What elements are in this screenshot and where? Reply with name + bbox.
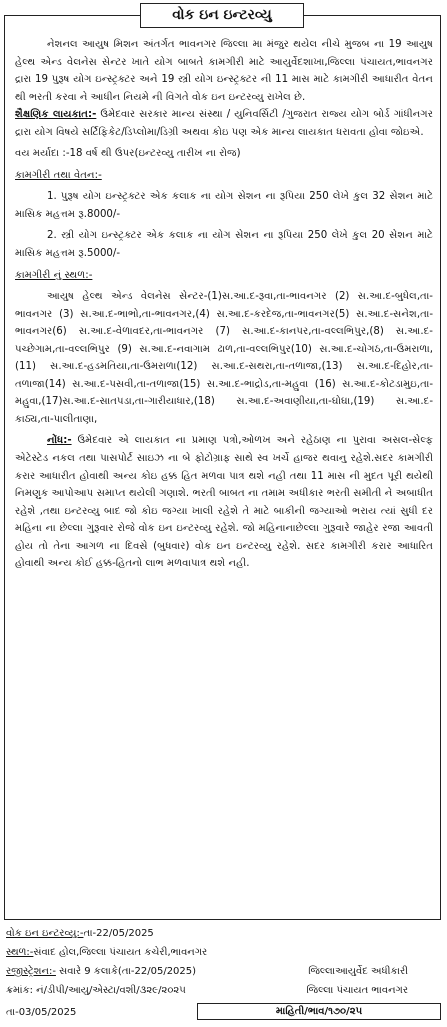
- reference-value: નં/ડીપી/આયુ/એસ્ટા/વશી/૩૨૯/૨૦૨૫: [33, 985, 186, 996]
- work-item: [15, 227, 433, 262]
- info-code-box: માહિતી/ભાવ/૧૭૦/૨૫: [197, 1003, 441, 1020]
- work-place-heading: કામગીરી નું સ્થળ:-: [15, 269, 93, 281]
- venue-label: સ્થળ:-: [6, 947, 34, 958]
- interview-date-value: તા-22/05/2025: [83, 928, 154, 939]
- interview-date-row: [6, 924, 438, 943]
- registration-row: [6, 962, 438, 981]
- notice-body: [15, 36, 433, 573]
- qualification-text: ઉમેદવાર સરકાર માન્ય સંસ્થા / યુનિવર્સિટી /ગુજરાત રાજ્ય યોગ બોર્ડ ગાંધીનગર દ્રારા યોગ વિષયે સર્ટિફિકેટ/ડિપ્લોમા/ડિગ્રી અથવા કોઇ પણ એક માન્ય લાયકાત ધરાવતા હોવા જોઇએ.: [15, 109, 433, 138]
- venue-value: સંવાદ હોલ,જિલ્લા પંચાયત કચેરી,ભાવનગર: [33, 947, 208, 958]
- note-text: ઉમેદવાર એ લાયકાત ના પ્રમાણ પત્રો,ઓળખ અને રહેઠાણ ના પુરાવા અસલ-સેલ્ફ એટેસ્ટેડ નકલ તથા પાસપોર્ટ સાઇઝ ના બે ફોટોગ્રાફ સાથે સ્વ ખર્ચે હાજર થવાનુ રહેશે.સદર કામગીરી કરાર આધારીત હોવાથી અન્ય કોઇ હક્ક હિત મળવા પાત્ર થશે નહી તથા 11 માસ ની મુદત પૂરી થયેથી નિમણુક આપોઆપ સમાપ્ત થયેલી ગણાશે. ભરતી બાબત ના તમામ અધીકાર ભરતી સમીતી ને અબાધીત રહેશે ,તથા ઇન્ટરવ્યુ બાદ જો કોઇ જગ્યા ખાલી રહેશે તે માટે બાકીની જગ્યાઓ ભરાય ત્યાં સુધી દર મહિના ના છેલ્લા ગુરૂવાર રોજે વોક ઇન ઇન્ટરવ્યુ રહેશે. જો મહિનાનાછેલ્લા ગુરૂવારે જાહેર રજા આવતી હોય તો તેના આગળ ના દિવસે (બુધવાર) વોક ઇન ઇન્ટરવ્યુ રહેશે. સદર કામગીરી કરાર આધારિત હોવાથી અન્ય કોઈ હક્ક-હિતનો લાભ મળવાપાત્ર થશે નહી.: [15, 435, 433, 570]
- notice-footer: [6, 924, 438, 1000]
- interview-date-label: વોક ઇન ઇન્ટરવ્યુ:-: [6, 928, 84, 939]
- reference-row: [6, 981, 438, 1000]
- document-date: તા-03/05/2025: [6, 1007, 77, 1018]
- registration-label: રજીસ્ટ્રેશન:-: [6, 966, 56, 977]
- age-limit: વય મર્યાદા :-18 વર્ષ થી ઉપર(ઇન્ટરવ્યુ તારીખ ના રોજ): [15, 148, 241, 160]
- reference-label: ક્રમાંક:: [6, 985, 33, 996]
- note-heading: નોંધ:-: [47, 435, 72, 447]
- intro-paragraph: નેશનલ આયુષ મિશન અંતર્ગત ભાવનગર જિલ્લા મા મંજુર થયેલ નીચે મુજબ ના 19 આયુષ હેલ્થ એન્ડ વેલનેસ સેન્ટર ખાતે યોગ બાબતે કામગીરી માટે આયુર્વેદશાખા,જિલ્લા પંચાયત,ભાવનગર દ્રારા 19 પુરૂષ યોગ ઇન્સ્ટ્રક્ટર અને 19 સ્ત્રી યોગ ઇન્સ્ટ્રક્ટર ની 11 માસ માટે કામગીરી આધારીત વેતન થી ભરતી કરવા ને આધીન નિયમે ની વિગતે વોક ઇન ઇન્ટરવ્યુ રાખેલ છે.: [15, 39, 433, 103]
- notice-title: વોક ઇન ઇન્ટરવ્યુ: [140, 3, 304, 28]
- work-place-list: આયુષ હેલ્થ એન્ડ વેલનેસ સેન્ટર-(1)સ.આ.દ-રૂવા,તા-ભાવનગર (2) સ.આ.દ-બુધેલ,તા-ભાવનગર (3) સ.આ.દ-ભાભો,તા-ભાવનગર,(4) સ.આ.દ-કરદેજ,તા-ભાવનગર(5) સ.આ.દ-સનેશ,તા-ભાવનગર(6) સ.આ.દ-વેળાવદર,તા-ભાવનગર (7) સ.આ.દ-કાનપર,તા-વલ્લભિપુર,(8) સ.આ.દ-પચ્છેગામ,તા-વલ્લભિપુર (9) સ.આ.દ-નવાગામ ઢાળ,તા-વલ્લભિપુર(10) સ.આ.દ-ચોગઠ,તા-ઉમરાળા,(11) સ.આ.દ-હડમતિયા,તા-ઉમરાળા(12) સ.આ.દ-સથરા,તા-તળાજા,(13) સ.આ.દ-દિહોર,તા-તળાજા(14) સ.આ.દ-પસવી,તા-તળાજા(15) સ.આ.દ-ભાદ્રોડ,તા-મહુવા (16) સ.આ.દ-કોટડામુઇ,તા-મહુવા,(17)સ.આ.દ-સાતપડા,તા-ગારીયાધાર,(18) સ.આ.દ-અવાણીયા,તા-ઘોઘા,(19) સ.આ.દ-કાઠ્ય,તા-પાલીતાણા,: [15, 291, 433, 425]
- officer-title: જિલ્લાઆયુર્વેદ અધીકારી: [308, 966, 408, 977]
- bottom-bar: [4, 1003, 441, 1021]
- notice-page: [4, 3, 441, 1019]
- note-paragraph: [15, 432, 433, 572]
- registration-value: સવારે 9 કલાકે(તા-22/05/2025): [55, 966, 197, 977]
- work-item-salary: માસિક મહત્તમ રૂ.5000/-: [15, 248, 121, 260]
- work-salary-heading: કામગીરી તથા વેતન:-: [15, 169, 102, 181]
- work-item-text: 1. પુરૂષ યોગ ઇન્સ્ટ્રક્ટર એક કલાક ના યોગ સેશન ના રૂપિયા 250 લેખે કુલ 32 સેશન માટે: [47, 191, 433, 203]
- officer-org: જિલ્લા પંચાયત ભાવનગર: [306, 985, 408, 996]
- work-item: [15, 188, 433, 223]
- qualification-heading: શૈક્ષણિક લાયકાત:-: [15, 109, 97, 121]
- qualification-paragraph: [15, 106, 433, 141]
- work-item-text: 2. સ્ત્રી યોગ ઇન્સ્ટ્રક્ટર એક કલાક ના યોગ સેશન ના રૂપિયા 250 લેખે કુલ 20 સેશન માટે: [47, 230, 433, 242]
- venue-row: [6, 943, 438, 962]
- work-item-salary: માસિક મહત્તમ રૂ.8000/-: [15, 208, 121, 220]
